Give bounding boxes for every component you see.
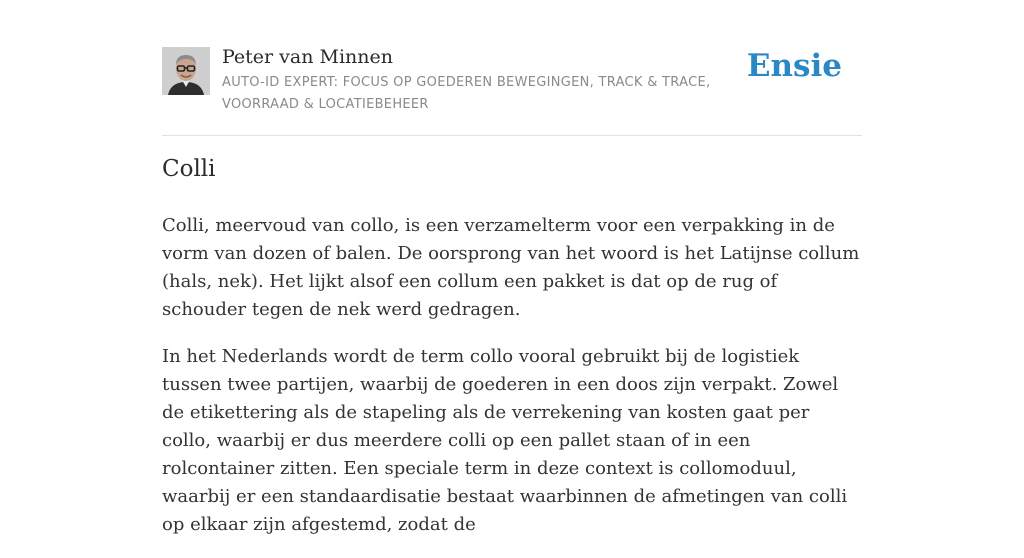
author-avatar[interactable] (162, 47, 210, 95)
article-paragraph: Colli, meervoud van collo, is een verzamelterm voor een verpakking in de vorm van dozen of balen. De oorsprong van het woord is het Latijnse collum (hals, nek). Het lijkt alsof een collum een pakket is dat op de rug of schouder tegen de nek werd gedragen. (162, 215, 860, 320)
author-name[interactable]: Peter van Minnen (222, 46, 393, 68)
author-bio: AUTO-ID EXPERT: FOCUS OP GOEDEREN BEWEGINGEN, TRACK & TRACE, VOORRAAD & LOCATIEBEHEER (222, 75, 711, 112)
article-paragraph: In het Nederlands wordt de term collo vooral gebruikt bij de logistiek tussen twee partijen, waarbij de goederen in een doos zijn verpakt. Zowel de etikettering als de stapeling als de verrekening van kosten gaat per collo, waarbij er dus meerdere colli op een pallet staan of in een rolcontainer zitten. Een speciale term in deze context is collomoduul, waarbij er een standaardisatie bestaat waarbinnen de afmetingen van colli op elkaar zijn afgestemd, zodat de (162, 346, 848, 535)
article-body (162, 212, 862, 558)
author-photo (162, 47, 210, 95)
article-title: Colli (162, 156, 216, 182)
author-header (162, 44, 862, 136)
ensie-logo[interactable]: Ensie (746, 48, 842, 84)
